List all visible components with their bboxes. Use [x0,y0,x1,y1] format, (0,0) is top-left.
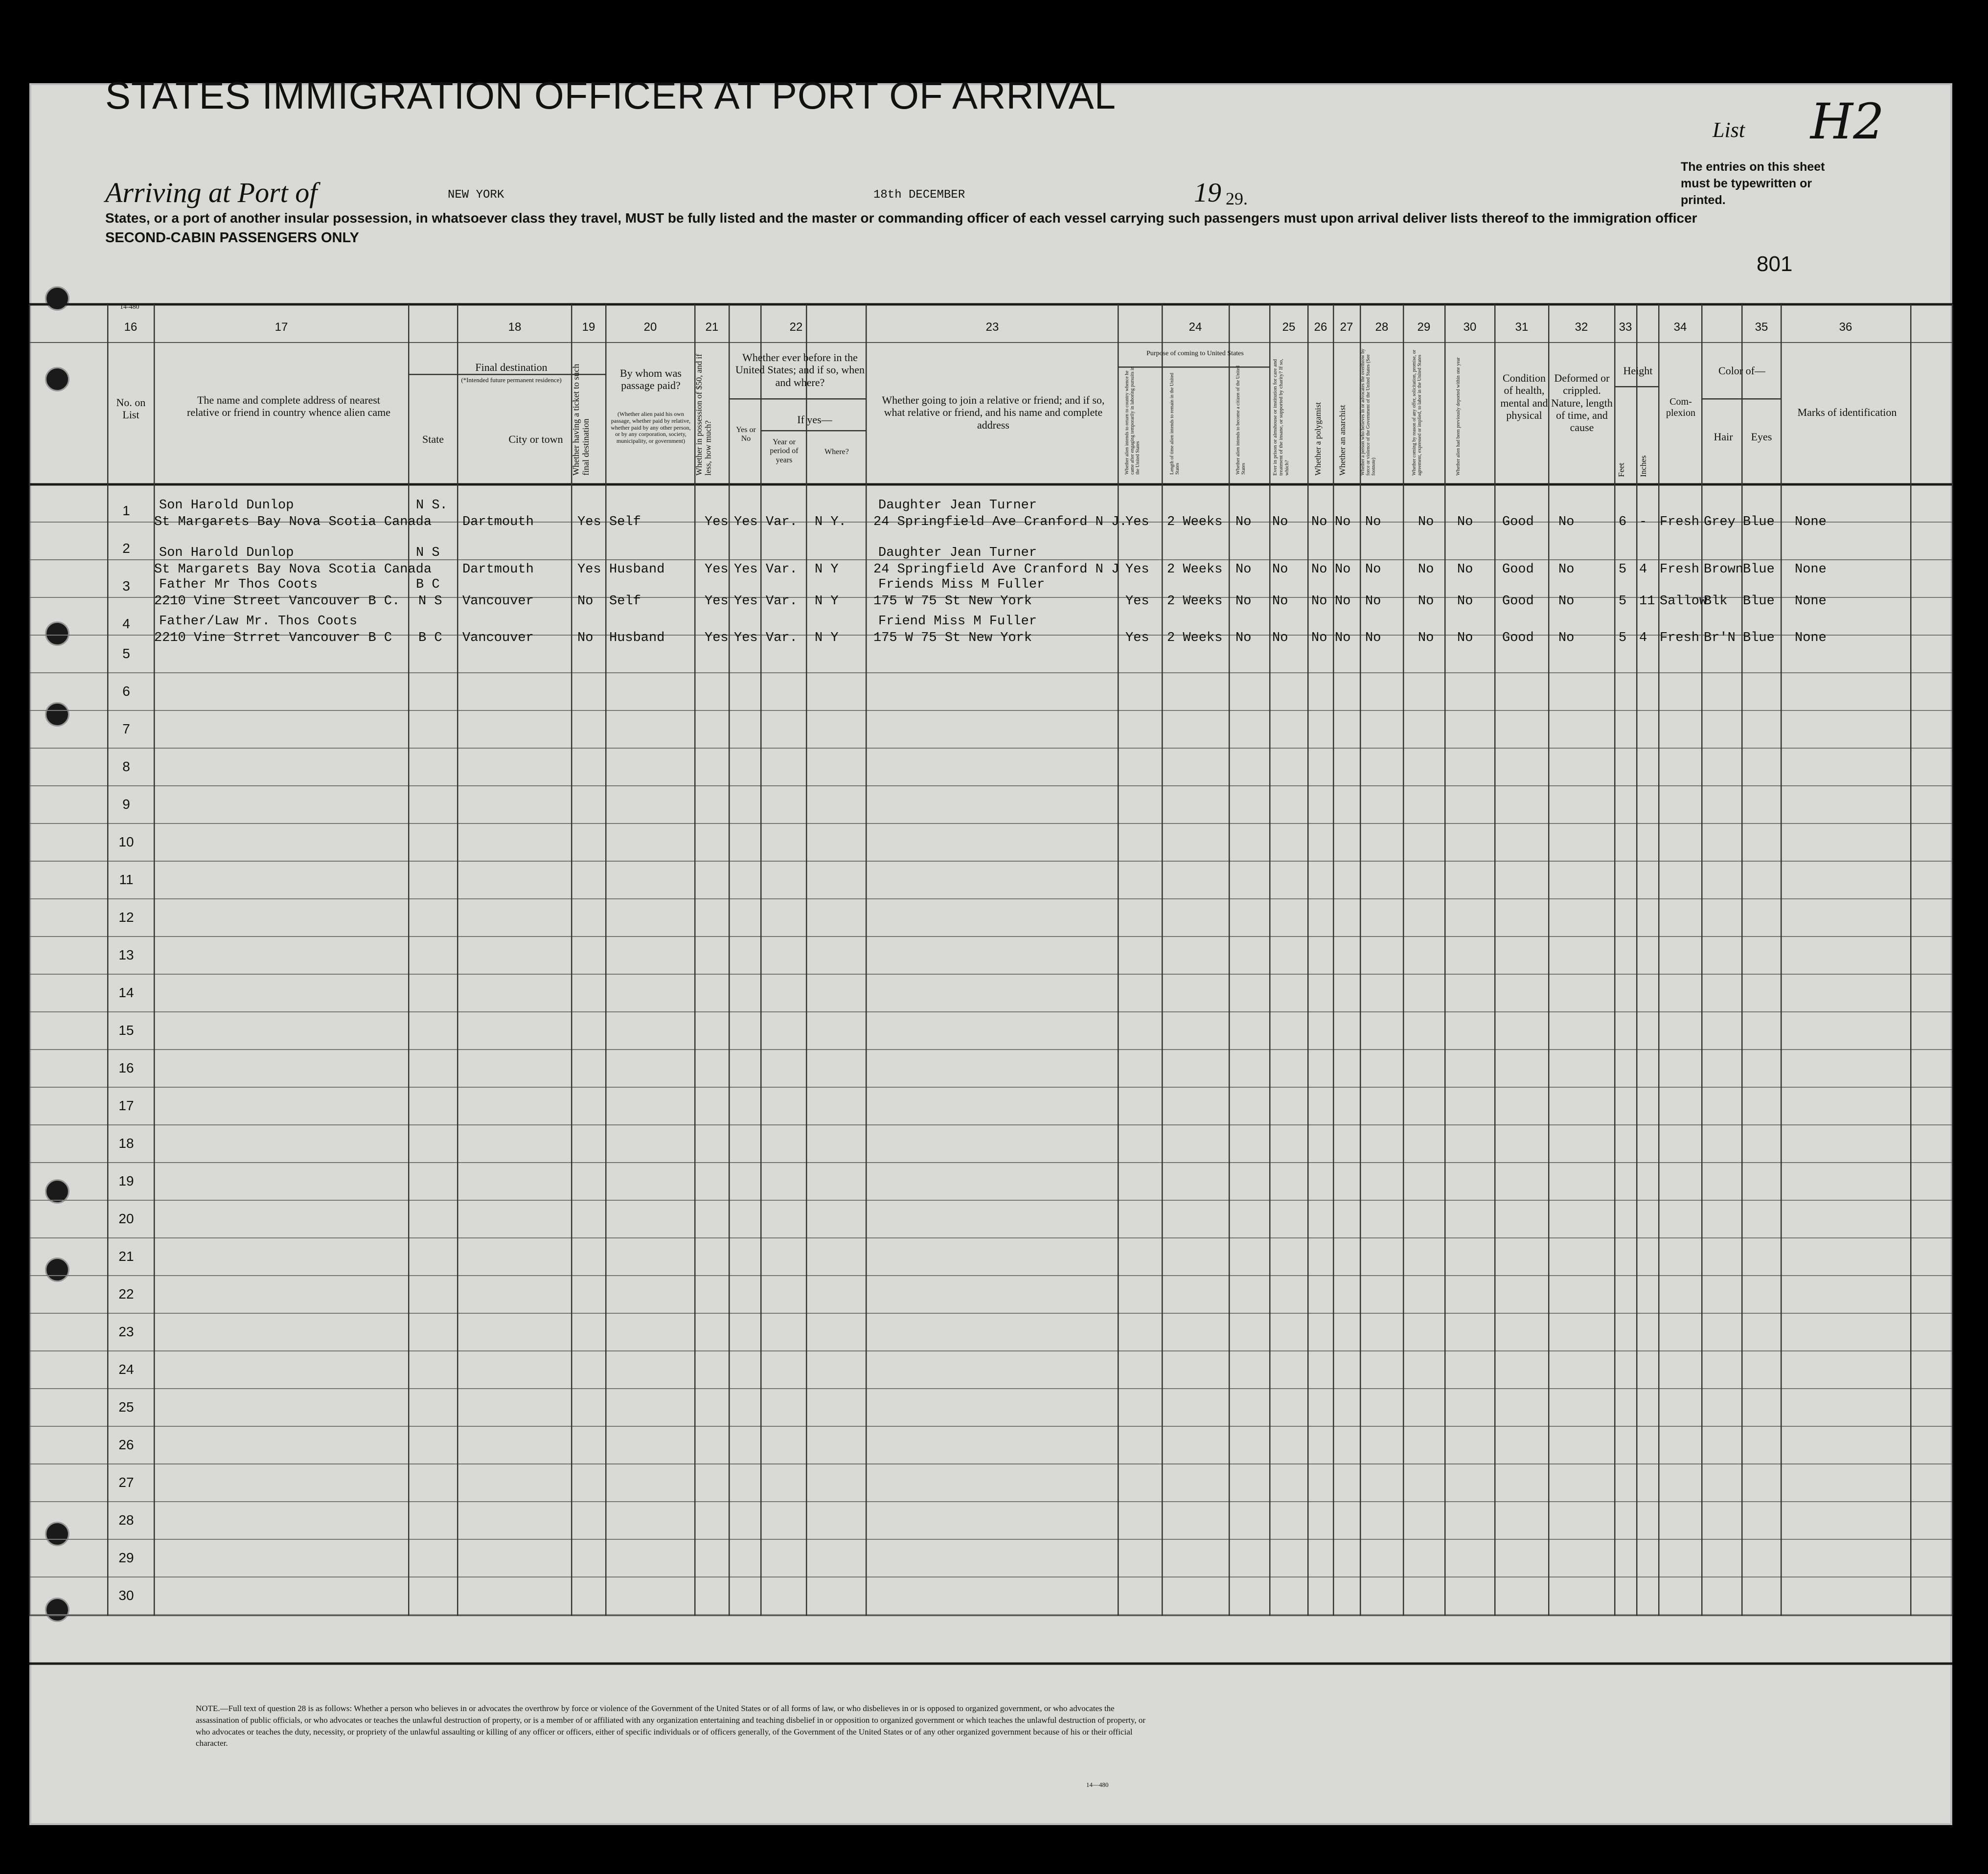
row-number: 23 [118,1324,134,1339]
cell-length: 2 Weeks [1167,631,1223,645]
row-number: 16 [118,1060,134,1075]
cell-where: N Y [815,631,839,645]
cell-yes_no: Yes [734,594,758,609]
cell-paid: Husband [609,562,665,577]
cell-length: 2 Weeks [1167,515,1223,529]
cell-complexion: Fresh [1660,515,1700,529]
cell-marks: None [1795,562,1827,577]
header-contract: Whether coming by reason of any offer, solicitation, promise, or agreement, expressed or implied, to labor in the United States [1412,349,1422,476]
header-color-of: Color of— [1718,365,1765,377]
column-number: 19 [582,320,595,334]
cell-rel1: Father Mr Thos Coots [159,577,318,592]
cell-deformed: No [1558,594,1575,609]
row-number: 26 [118,1437,134,1452]
column-number: 28 [1375,320,1389,334]
cell-ticket: No [577,631,594,645]
cell-poly: No [1311,562,1327,577]
cell-ticket: Yes [577,515,601,529]
cell-health: Good [1502,631,1534,645]
cell-complexion: Fresh [1660,631,1700,645]
column-number: 35 [1755,320,1768,334]
cell-ticket: No [577,594,594,609]
cell-anarch: No [1335,515,1351,529]
cell-contract: No [1418,562,1434,577]
row-number: 20 [118,1211,134,1226]
date-value: 18th DECEMBER [873,188,965,202]
cell-contract: No [1418,594,1434,609]
header-ever-before: Whether ever before in the United States; and if so, when and where? [735,351,865,389]
cell-rel1: Son Harold Dunlop [159,546,294,560]
header-height: Height [1623,365,1653,377]
column-number: 26 [1314,320,1327,334]
column-number: 30 [1463,320,1477,334]
cell-deformed: No [1558,631,1575,645]
typewritten-note: The entries on this sheet must be typewritten or printed. [1681,160,1825,207]
column-number: 34 [1673,320,1687,334]
header-final-destination-note: (*Intended future permanent residence) [461,376,562,384]
row-number: 21 [118,1249,134,1264]
cell-poly: No [1311,631,1327,645]
cell-state1: N S. [416,498,448,513]
row-number: 1 [122,503,130,518]
cell-anarch: No [1335,594,1351,609]
cell-eyes: Blue [1743,562,1775,577]
year-prefix: 19 [1194,178,1221,208]
row-number: 30 [118,1588,134,1603]
cell-ticket: Yes [577,562,601,577]
header-possession-50: Whether in possession of $50, and if less, how much? [694,354,713,476]
form-title: STATES IMMIGRATION OFFICER AT PORT OF ARRIVAL [105,74,1117,117]
row-number: 25 [118,1399,134,1415]
header-no-on-list: No. on List [116,396,146,421]
cell-city: Dartmouth [462,515,534,529]
header-condition: Condition of health, mental and physical [1500,372,1548,421]
cell-prison: No [1272,594,1288,609]
column-number: 18 [508,320,522,334]
cell-hair: Br'N [1704,631,1736,645]
cell-hair: Grey [1704,515,1736,529]
header-purpose-citizen: Whether alien intends to become a citizen of the United States [1235,366,1246,475]
column-number: 24 [1188,320,1202,334]
cell-join2: 24 Springfield Ave Cranford N J [873,562,1120,577]
cell-marks: None [1795,631,1827,645]
row-number: 11 [119,872,134,887]
row-number: 10 [118,834,134,849]
cell-deport: No [1457,594,1473,609]
header-deformed: Deformed or crippled. Nature, length of time, and cause [1551,372,1613,434]
form-code: 14-480 [120,303,139,311]
header-year-period: Year or period of years [770,438,799,464]
cell-overthrow: No [1365,562,1381,577]
header-purpose: Purpose of coming to United States [1146,350,1244,357]
cell-fifty: Yes [705,515,729,529]
row-number: 8 [122,759,130,774]
cell-eyes: Blue [1743,631,1775,645]
cell-health: Good [1502,594,1534,609]
header-eyes: Eyes [1751,431,1772,443]
cell-yes_no: Yes [734,631,758,645]
cell-length: 2 Weeks [1167,562,1223,577]
header-passage-paid: By whom was passage paid? [620,367,682,392]
cell-citizen: No [1235,562,1252,577]
header-anarchist: Whether an anarchist [1338,405,1347,476]
cell-poly: No [1311,594,1327,609]
cell-paid: Self [609,594,641,609]
cell-citizen: No [1235,594,1252,609]
form-class: SECOND-CABIN PASSENGERS ONLY [105,230,359,246]
cell-citizen: No [1235,515,1252,529]
cell-feet: 5 [1619,631,1627,645]
cell-deformed: No [1558,515,1575,529]
cell-marks: None [1795,594,1827,609]
row-number: 24 [118,1362,134,1377]
cell-deport: No [1457,515,1473,529]
cell-yes_no: Yes [734,562,758,577]
column-number: 29 [1417,320,1431,334]
row-number: 7 [122,721,130,736]
column-number: 20 [643,320,657,334]
header-marks: Marks of identification [1797,406,1897,418]
row-number: 2 [122,541,130,556]
column-number: 33 [1619,320,1632,334]
cell-join2: 175 W 75 St New York [873,594,1032,609]
cell-rel2: St Margarets Bay Nova Scotia Canada [154,562,432,577]
cell-rel2: St Margarets Bay Nova Scotia Canada [154,515,432,529]
footer-code: 14—480 [1086,1781,1109,1788]
column-number: 16 [124,320,137,334]
header-inches: Inches [1639,455,1648,477]
header-passage-note: (Whether alien paid his own passage, whether paid by relative, whether paid by any other person, or by any corporation, society, municipality, or government) [611,411,691,445]
cell-inches: 11 [1639,594,1655,609]
cell-state2: N S [418,594,442,609]
cell-rel2: 2210 Vine Street Vancouver B C. [154,594,400,609]
cell-where: N Y [815,562,839,577]
header-if-yes: If yes— [797,413,832,426]
header-final-destination: Final destination [475,361,548,373]
cell-marks: None [1795,515,1827,529]
header-purpose-length: Length of time alien intends to remain in the United States [1169,372,1180,475]
list-number: H2 [1810,93,1884,150]
row-number: 13 [118,947,134,962]
row-number: 19 [118,1173,134,1188]
cell-overthrow: No [1365,631,1381,645]
header-polygamist: Whether a polygamist [1313,402,1323,476]
cell-ret: Yes [1125,562,1149,577]
cell-join1: Friends Miss M Fuller [878,577,1045,592]
cell-eyes: Blue [1743,515,1775,529]
cell-contract: No [1418,631,1434,645]
row-number: 6 [122,684,130,699]
row-number: 15 [118,1023,134,1038]
form-subtitle: States, or a port of another insular possession, in whatsoever class they travel, MUST be fully listed and the master or commanding officer of each vessel carrying such passengers must upon arrival deliver lists thereof to the immigration officer [105,210,1697,226]
cell-health: Good [1502,515,1534,529]
cell-period: Var. [766,515,798,529]
cell-city: Vancouver [462,631,534,645]
column-number: 31 [1515,320,1529,334]
cell-citizen: No [1235,631,1252,645]
cell-prison: No [1272,515,1288,529]
cell-complexion: Fresh [1660,562,1700,577]
header-deported: Whether alien had been previously deported within one year [1456,357,1461,476]
column-number: 27 [1340,320,1353,334]
header-purpose-return: Whether alien intends to return to country whence he came after engaging temporarily in laboring pursuits in the United States [1124,366,1141,475]
header-city: City or town [508,433,563,445]
header-state: State [422,433,444,445]
header-nearest-relative: The name and complete address of nearest relative or friend in country whence alien came [187,394,390,419]
cell-ret: Yes [1125,515,1149,529]
header-yes-or-no: Yes or No [736,426,756,443]
row-number: 18 [118,1136,134,1151]
cell-state1: N S [416,546,440,560]
cell-where: N Y [815,594,839,609]
cell-fifty: Yes [705,594,729,609]
cell-deport: No [1457,631,1473,645]
row-number: 5 [122,646,130,661]
cell-prison: No [1272,562,1288,577]
header-ticket: Whether having a ticket to such final destination [571,364,591,476]
cell-deport: No [1457,562,1473,577]
list-label: List [1713,118,1745,142]
cell-prison: No [1272,631,1288,645]
column-number: 32 [1575,320,1588,334]
cell-deformed: No [1558,562,1575,577]
cell-state2: B C [418,631,442,645]
column-number: 25 [1282,320,1296,334]
row-number: 9 [122,797,130,812]
cell-rel2: 2210 Vine Strret Vancouver B C [154,631,392,645]
cell-contract: No [1418,515,1434,529]
cell-join2: 24 Springfield Ave Cranford N J. [873,515,1127,529]
cell-hair: Blk [1704,594,1728,609]
cell-length: 2 Weeks [1167,594,1223,609]
cell-feet: 5 [1619,562,1627,577]
cell-rel1: Father/Law Mr. Thos Coots [159,614,358,629]
cell-state1: B C [416,577,440,592]
cell-join1: Friend Miss M Fuller [878,614,1037,629]
row-number: 3 [122,578,130,594]
row-number: 22 [118,1286,134,1302]
header-where: Where? [824,448,849,456]
cell-inches: - [1639,515,1647,529]
row-number: 12 [118,910,134,925]
column-number: 17 [274,320,288,334]
cell-period: Var. [766,594,798,609]
cell-anarch: No [1335,562,1351,577]
cell-city: Dartmouth [462,562,534,577]
cell-anarch: No [1335,631,1351,645]
cell-inches: 4 [1639,562,1647,577]
cell-fifty: Yes [705,631,729,645]
column-number: 36 [1839,320,1852,334]
cell-ret: Yes [1125,631,1149,645]
cell-paid: Husband [609,631,665,645]
cell-hair: Brown [1704,562,1744,577]
row-number: 4 [122,616,130,631]
cell-poly: No [1311,515,1327,529]
cell-feet: 5 [1619,594,1627,609]
cell-join2: 175 W 75 St New York [873,631,1032,645]
cell-eyes: Blue [1743,594,1775,609]
column-number: 21 [705,320,719,334]
header-joining: Whether going to join a relative or friend; and if so, what relative or friend, and his name and complete address [882,394,1105,431]
cell-complexion: Sallow [1660,594,1708,609]
cell-overthrow: No [1365,594,1381,609]
cell-rel1: Son Harold Dunlop [159,498,294,513]
header-complexion: Com- plexion [1666,396,1695,418]
cell-period: Var. [766,631,798,645]
cell-where: N Y. [815,515,846,529]
row-number: 28 [118,1512,134,1528]
year-suffix: 29. [1226,189,1248,208]
row-number: 14 [118,985,134,1000]
row-number: 17 [118,1098,134,1113]
port-value: NEW YORK [448,188,504,202]
column-number: 22 [789,320,803,334]
cell-health: Good [1502,562,1534,577]
cell-yes_no: Yes [734,515,758,529]
cell-overthrow: No [1365,515,1381,529]
row-number: 27 [118,1475,134,1490]
arriving-label: Arriving at Port of [105,177,318,208]
cell-fifty: Yes [705,562,729,577]
header-feet: Feet [1617,462,1626,477]
header-hair: Hair [1714,431,1733,443]
cell-period: Var. [766,562,798,577]
cell-inches: 4 [1639,631,1647,645]
cell-join1: Daughter Jean Turner [878,546,1037,560]
cell-city: Vancouver [462,594,534,609]
row-number: 29 [118,1550,134,1565]
cell-paid: Self [609,515,641,529]
cell-feet: 6 [1619,515,1627,529]
column-number: 23 [985,320,999,334]
page-number: 801 [1757,252,1793,276]
header-prison: Ever in prison or almshouse or institution for care and treatment of the insane, or supported by charity? If so, which? [1272,359,1290,476]
cell-join1: Daughter Jean Turner [878,498,1037,513]
cell-ret: Yes [1125,594,1149,609]
header-overthrow: Whether a person who believes in or advocates the overthrow by force or violence of the Government of the United States (See footnote) [1360,348,1376,476]
footnote: NOTE.—Full text of question 28 is as follows: Whether a person who believes in or advocates the overthrow by force or violence of the Government of the United States or of all forms of law, or who disbelieves in or is opposed to organized government, or who advocates the assassination of public officials, or who advocates or teaches the unlawful destruction of property, or is a member of or affiliated with any organization entertaining and teaching disbelief in or opposition to organized government or which teaches the unlawful destruction of property, or who advocates or teaches the duty, necessity, or propriety of the unlawful assaulting or killing of any officer or officers, either of specific individuals or of officers generally, of the Government of the United States or of any other organized government because of his or their official character. [196,1704,1146,1748]
